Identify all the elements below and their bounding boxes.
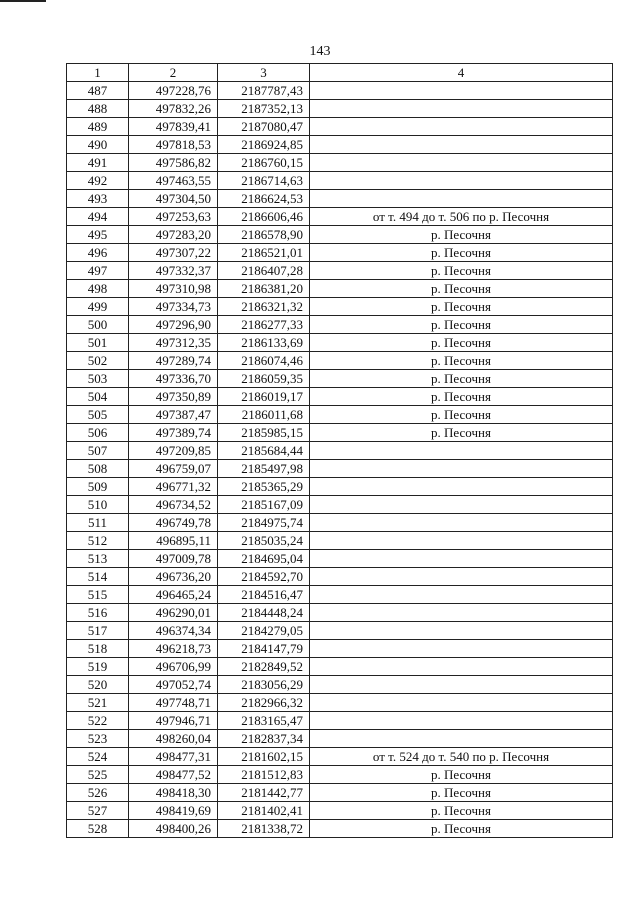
cell-y-coordinate: 2182849,52 — [218, 658, 310, 676]
cell-point-number: 495 — [67, 226, 129, 244]
table-row — [67, 730, 613, 748]
table-row — [67, 532, 613, 550]
cell-y-coordinate: 2186019,17 — [218, 388, 310, 406]
cell-description: от т. 494 до т. 506 по р. Песочня — [310, 208, 613, 226]
cell-description: р. Песочня — [310, 820, 613, 838]
cell-x-coordinate: 496218,73 — [129, 640, 218, 658]
cell-point-number: 507 — [67, 442, 129, 460]
table-row — [67, 226, 613, 244]
cell-description — [310, 532, 613, 550]
cell-description — [310, 190, 613, 208]
cell-description — [310, 676, 613, 694]
cell-x-coordinate: 497839,41 — [129, 118, 218, 136]
cell-x-coordinate: 498477,52 — [129, 766, 218, 784]
cell-x-coordinate: 497209,85 — [129, 442, 218, 460]
cell-point-number: 521 — [67, 694, 129, 712]
column-header-note: 4 — [310, 64, 613, 82]
cell-description — [310, 712, 613, 730]
column-header-y: 3 — [218, 64, 310, 82]
table-row — [67, 622, 613, 640]
cell-point-number: 510 — [67, 496, 129, 514]
cell-y-coordinate: 2184147,79 — [218, 640, 310, 658]
cell-description: р. Песочня — [310, 424, 613, 442]
cell-point-number: 517 — [67, 622, 129, 640]
table-row — [67, 784, 613, 802]
cell-x-coordinate: 497334,73 — [129, 298, 218, 316]
cell-x-coordinate: 498400,26 — [129, 820, 218, 838]
cell-point-number: 493 — [67, 190, 129, 208]
cell-description: р. Песочня — [310, 262, 613, 280]
cell-y-coordinate: 2186606,46 — [218, 208, 310, 226]
table-row — [67, 802, 613, 820]
table-row — [67, 370, 613, 388]
cell-y-coordinate: 2186133,69 — [218, 334, 310, 352]
header-row — [67, 64, 613, 82]
cell-point-number: 502 — [67, 352, 129, 370]
cell-point-number: 508 — [67, 460, 129, 478]
cell-description — [310, 640, 613, 658]
cell-x-coordinate: 497332,37 — [129, 262, 218, 280]
cell-description — [310, 622, 613, 640]
cell-point-number: 520 — [67, 676, 129, 694]
table-row — [67, 244, 613, 262]
table-row — [67, 406, 613, 424]
table-row — [67, 604, 613, 622]
table-row — [67, 550, 613, 568]
cell-description: р. Песочня — [310, 280, 613, 298]
table-row — [67, 118, 613, 136]
cell-point-number: 487 — [67, 82, 129, 100]
cell-point-number: 492 — [67, 172, 129, 190]
cell-x-coordinate: 497832,26 — [129, 100, 218, 118]
cell-y-coordinate: 2187787,43 — [218, 82, 310, 100]
table-row — [67, 262, 613, 280]
cell-x-coordinate: 498419,69 — [129, 802, 218, 820]
cell-description — [310, 172, 613, 190]
cell-point-number: 503 — [67, 370, 129, 388]
cell-y-coordinate: 2186321,32 — [218, 298, 310, 316]
cell-point-number: 497 — [67, 262, 129, 280]
cell-point-number: 513 — [67, 550, 129, 568]
cell-description: р. Песочня — [310, 298, 613, 316]
table-row — [67, 424, 613, 442]
cell-y-coordinate: 2185684,44 — [218, 442, 310, 460]
table-row — [67, 316, 613, 334]
cell-x-coordinate: 498477,31 — [129, 748, 218, 766]
cell-y-coordinate: 2186714,63 — [218, 172, 310, 190]
table-row — [67, 820, 613, 838]
cell-y-coordinate: 2182837,34 — [218, 730, 310, 748]
cell-y-coordinate: 2181402,41 — [218, 802, 310, 820]
cell-x-coordinate: 497304,50 — [129, 190, 218, 208]
cell-y-coordinate: 2186381,20 — [218, 280, 310, 298]
cell-y-coordinate: 2184592,70 — [218, 568, 310, 586]
cell-x-coordinate: 496895,11 — [129, 532, 218, 550]
cell-y-coordinate: 2183056,29 — [218, 676, 310, 694]
cell-description: р. Песочня — [310, 334, 613, 352]
table-row — [67, 334, 613, 352]
coordinates-table — [66, 63, 613, 838]
cell-y-coordinate: 2185365,29 — [218, 478, 310, 496]
cell-y-coordinate: 2181338,72 — [218, 820, 310, 838]
cell-y-coordinate: 2184516,47 — [218, 586, 310, 604]
column-header-x: 2 — [129, 64, 218, 82]
cell-y-coordinate: 2186521,01 — [218, 244, 310, 262]
table-row — [67, 496, 613, 514]
table-row — [67, 766, 613, 784]
cell-description — [310, 694, 613, 712]
cell-point-number: 489 — [67, 118, 129, 136]
table-row — [67, 676, 613, 694]
column-header-number: 1 — [67, 64, 129, 82]
cell-point-number: 519 — [67, 658, 129, 676]
cell-point-number: 496 — [67, 244, 129, 262]
cell-x-coordinate: 496465,24 — [129, 586, 218, 604]
cell-x-coordinate: 496734,52 — [129, 496, 218, 514]
table-row — [67, 748, 613, 766]
cell-description: р. Песочня — [310, 352, 613, 370]
cell-point-number: 514 — [67, 568, 129, 586]
table-row — [67, 190, 613, 208]
table-row — [67, 640, 613, 658]
cell-description: р. Песочня — [310, 244, 613, 262]
cell-y-coordinate: 2184695,04 — [218, 550, 310, 568]
cell-x-coordinate: 496749,78 — [129, 514, 218, 532]
table-row — [67, 154, 613, 172]
table-row — [67, 136, 613, 154]
cell-y-coordinate: 2184975,74 — [218, 514, 310, 532]
table-row — [67, 514, 613, 532]
cell-x-coordinate: 496771,32 — [129, 478, 218, 496]
cell-y-coordinate: 2181512,83 — [218, 766, 310, 784]
table-body — [67, 82, 613, 838]
cell-description: р. Песочня — [310, 226, 613, 244]
table-row — [67, 694, 613, 712]
cell-x-coordinate: 497350,89 — [129, 388, 218, 406]
cell-y-coordinate: 2181602,15 — [218, 748, 310, 766]
table-row — [67, 478, 613, 496]
cell-x-coordinate: 497289,74 — [129, 352, 218, 370]
cell-x-coordinate: 497052,74 — [129, 676, 218, 694]
cell-x-coordinate: 497283,20 — [129, 226, 218, 244]
cell-y-coordinate: 2186624,53 — [218, 190, 310, 208]
cell-description: р. Песочня — [310, 784, 613, 802]
cell-y-coordinate: 2186578,90 — [218, 226, 310, 244]
cell-point-number: 525 — [67, 766, 129, 784]
cell-x-coordinate: 498418,30 — [129, 784, 218, 802]
cell-y-coordinate: 2186011,68 — [218, 406, 310, 424]
cell-y-coordinate: 2185167,09 — [218, 496, 310, 514]
cell-x-coordinate: 497228,76 — [129, 82, 218, 100]
cell-point-number: 506 — [67, 424, 129, 442]
cell-point-number: 501 — [67, 334, 129, 352]
cell-description — [310, 496, 613, 514]
cell-point-number: 500 — [67, 316, 129, 334]
table-row — [67, 298, 613, 316]
cell-x-coordinate: 497307,22 — [129, 244, 218, 262]
cell-point-number: 490 — [67, 136, 129, 154]
cell-x-coordinate: 497253,63 — [129, 208, 218, 226]
cell-y-coordinate: 2186074,46 — [218, 352, 310, 370]
cell-description — [310, 658, 613, 676]
cell-point-number: 527 — [67, 802, 129, 820]
cell-y-coordinate: 2186924,85 — [218, 136, 310, 154]
cell-y-coordinate: 2186059,35 — [218, 370, 310, 388]
cell-y-coordinate: 2185497,98 — [218, 460, 310, 478]
cell-y-coordinate: 2184448,24 — [218, 604, 310, 622]
table-row — [67, 100, 613, 118]
cell-description — [310, 586, 613, 604]
cell-y-coordinate: 2182966,32 — [218, 694, 310, 712]
cell-x-coordinate: 497310,98 — [129, 280, 218, 298]
table-row — [67, 586, 613, 604]
cell-y-coordinate: 2184279,05 — [218, 622, 310, 640]
cell-point-number: 494 — [67, 208, 129, 226]
cell-point-number: 516 — [67, 604, 129, 622]
cell-x-coordinate: 497389,74 — [129, 424, 218, 442]
cell-point-number: 523 — [67, 730, 129, 748]
cell-x-coordinate: 497312,35 — [129, 334, 218, 352]
cell-point-number: 498 — [67, 280, 129, 298]
cell-description — [310, 514, 613, 532]
table-row — [67, 568, 613, 586]
cell-point-number: 504 — [67, 388, 129, 406]
cell-description: р. Песочня — [310, 406, 613, 424]
cell-y-coordinate: 2183165,47 — [218, 712, 310, 730]
table-row — [67, 208, 613, 226]
table-row — [67, 658, 613, 676]
cell-x-coordinate: 496736,20 — [129, 568, 218, 586]
cell-description — [310, 136, 613, 154]
table-row — [67, 388, 613, 406]
cell-y-coordinate: 2186760,15 — [218, 154, 310, 172]
cell-x-coordinate: 497336,70 — [129, 370, 218, 388]
table-row — [67, 460, 613, 478]
cell-y-coordinate: 2186407,28 — [218, 262, 310, 280]
cell-description — [310, 460, 613, 478]
cell-description — [310, 442, 613, 460]
cell-point-number: 524 — [67, 748, 129, 766]
cell-x-coordinate: 497296,90 — [129, 316, 218, 334]
cell-description — [310, 568, 613, 586]
cell-point-number: 509 — [67, 478, 129, 496]
cell-point-number: 526 — [67, 784, 129, 802]
cell-description: р. Песочня — [310, 316, 613, 334]
cell-point-number: 512 — [67, 532, 129, 550]
table-row — [67, 82, 613, 100]
cell-description — [310, 82, 613, 100]
table-row — [67, 442, 613, 460]
cell-x-coordinate: 497387,47 — [129, 406, 218, 424]
cell-description — [310, 730, 613, 748]
cell-x-coordinate: 497586,82 — [129, 154, 218, 172]
table-row — [67, 172, 613, 190]
cell-x-coordinate: 498260,04 — [129, 730, 218, 748]
cell-description — [310, 550, 613, 568]
cell-x-coordinate: 497009,78 — [129, 550, 218, 568]
cell-x-coordinate: 497818,53 — [129, 136, 218, 154]
table-header — [67, 64, 613, 82]
cell-y-coordinate: 2185985,15 — [218, 424, 310, 442]
corner-mark — [0, 0, 46, 2]
cell-description — [310, 118, 613, 136]
cell-point-number: 488 — [67, 100, 129, 118]
cell-description: р. Песочня — [310, 388, 613, 406]
cell-point-number: 505 — [67, 406, 129, 424]
cell-point-number: 499 — [67, 298, 129, 316]
cell-description — [310, 100, 613, 118]
cell-point-number: 522 — [67, 712, 129, 730]
cell-x-coordinate: 496759,07 — [129, 460, 218, 478]
cell-x-coordinate: 496374,34 — [129, 622, 218, 640]
cell-description: р. Песочня — [310, 802, 613, 820]
cell-x-coordinate: 496290,01 — [129, 604, 218, 622]
cell-description — [310, 154, 613, 172]
cell-x-coordinate: 496706,99 — [129, 658, 218, 676]
page-number: 143 — [309, 44, 331, 59]
cell-x-coordinate: 497748,71 — [129, 694, 218, 712]
cell-y-coordinate: 2187352,13 — [218, 100, 310, 118]
cell-description: р. Песочня — [310, 766, 613, 784]
cell-x-coordinate: 497946,71 — [129, 712, 218, 730]
cell-y-coordinate: 2185035,24 — [218, 532, 310, 550]
cell-point-number: 528 — [67, 820, 129, 838]
cell-point-number: 518 — [67, 640, 129, 658]
cell-y-coordinate: 2186277,33 — [218, 316, 310, 334]
cell-description — [310, 478, 613, 496]
cell-point-number: 491 — [67, 154, 129, 172]
cell-description — [310, 604, 613, 622]
cell-x-coordinate: 497463,55 — [129, 172, 218, 190]
cell-description: р. Песочня — [310, 370, 613, 388]
cell-y-coordinate: 2187080,47 — [218, 118, 310, 136]
table-row — [67, 352, 613, 370]
table-row — [67, 280, 613, 298]
cell-point-number: 515 — [67, 586, 129, 604]
table-row — [67, 712, 613, 730]
cell-description: от т. 524 до т. 540 по р. Песочня — [310, 748, 613, 766]
cell-y-coordinate: 2181442,77 — [218, 784, 310, 802]
cell-point-number: 511 — [67, 514, 129, 532]
